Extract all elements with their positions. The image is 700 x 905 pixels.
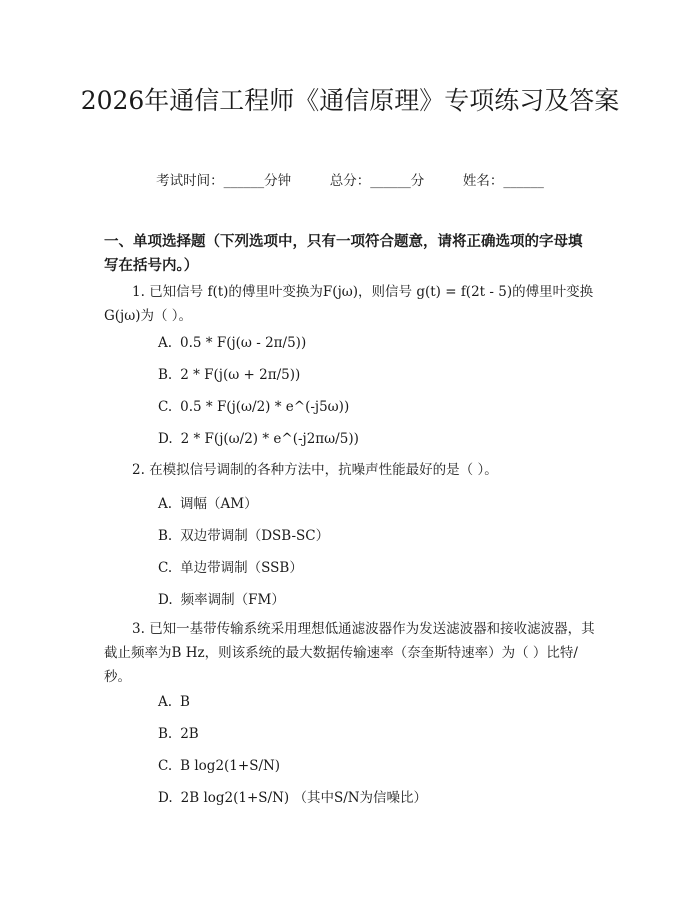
- option-text: 2 * F(j(ω + 2π/5)): [180, 367, 301, 383]
- option-letter: B.: [158, 726, 173, 742]
- question-2: [104, 458, 596, 482]
- question-2-option-d: [158, 590, 285, 610]
- document-title: 2026年通信工程师《通信原理》专项练习及答案: [80, 86, 620, 115]
- question-3-option-a: [158, 692, 190, 712]
- question-1: [104, 280, 596, 328]
- option-letter: C.: [158, 758, 173, 774]
- section-heading: 一、单项选择题（下列选项中，只有一项符合题意，请将正确选项的字母填写在括号内。）: [104, 233, 583, 274]
- option-letter: C.: [158, 399, 173, 415]
- option-text: 2B: [180, 726, 199, 742]
- option-letter: B.: [158, 528, 173, 544]
- option-letter: D.: [158, 790, 173, 806]
- question-3: [104, 617, 596, 689]
- option-letter: B.: [158, 367, 173, 383]
- option-text: 2 * F(j(ω/2) * e^(-j2πω/5)): [180, 431, 359, 447]
- question-text: 已知信号 f(t)的傅里叶变换为F(jω)，则信号 g(t) = f(2t - 5)的傅里叶变换 G(jω)为（ ）。: [104, 284, 594, 324]
- option-text: 0.5 * F(j(ω/2) * e^(-j5ω)): [180, 399, 350, 415]
- question-2-option-c: [158, 558, 303, 578]
- option-text: 单边带调制（SSB）: [180, 560, 303, 576]
- question-text: 在模拟信号调制的各种方法中，抗噪声性能最好的是（ ）。: [149, 462, 498, 478]
- option-text: B: [180, 694, 190, 710]
- question-1-option-b: [158, 365, 300, 385]
- option-text: B log2(1+S/N): [180, 758, 281, 774]
- question-3-option-d: [158, 788, 427, 808]
- option-text: 0.5 * F(j(ω - 2π/5)): [180, 335, 307, 351]
- option-letter: D.: [158, 592, 173, 608]
- question-number: 2.: [132, 462, 145, 478]
- option-letter: C.: [158, 560, 173, 576]
- option-letter: D.: [158, 431, 173, 447]
- question-3-option-b: [158, 724, 199, 744]
- option-letter: A.: [158, 335, 173, 351]
- exam-time-field: 考试时间：______分钟: [156, 173, 292, 189]
- question-2-option-b: [158, 526, 329, 546]
- option-letter: A.: [158, 496, 173, 512]
- exam-info: [0, 169, 700, 189]
- question-1-option-c: [158, 397, 349, 417]
- question-number: 3.: [132, 621, 145, 637]
- option-text: 调幅（AM）: [180, 496, 258, 512]
- question-number: 1.: [132, 284, 145, 300]
- question-3-option-c: [158, 756, 280, 776]
- option-text: 2B log2(1+S/N) （其中S/N为信噪比）: [180, 790, 428, 806]
- option-letter: A.: [158, 694, 173, 710]
- question-text: 已知一基带传输系统采用理想低通滤波器作为发送滤波器和接收滤波器，其截止频率为B Hz，则该系统的最大数据传输速率（奈奎斯特速率）为（ ）比特/秒。: [104, 621, 595, 685]
- name-field: 姓名：______: [462, 173, 544, 189]
- question-1-option-a: [158, 333, 306, 353]
- option-text: 频率调制（FM）: [180, 592, 285, 608]
- option-text: 双边带调制（DSB-SC）: [180, 528, 330, 544]
- question-1-option-d: [158, 429, 359, 449]
- total-score-field: 总分：______分: [329, 173, 425, 189]
- question-2-option-a: [158, 494, 258, 514]
